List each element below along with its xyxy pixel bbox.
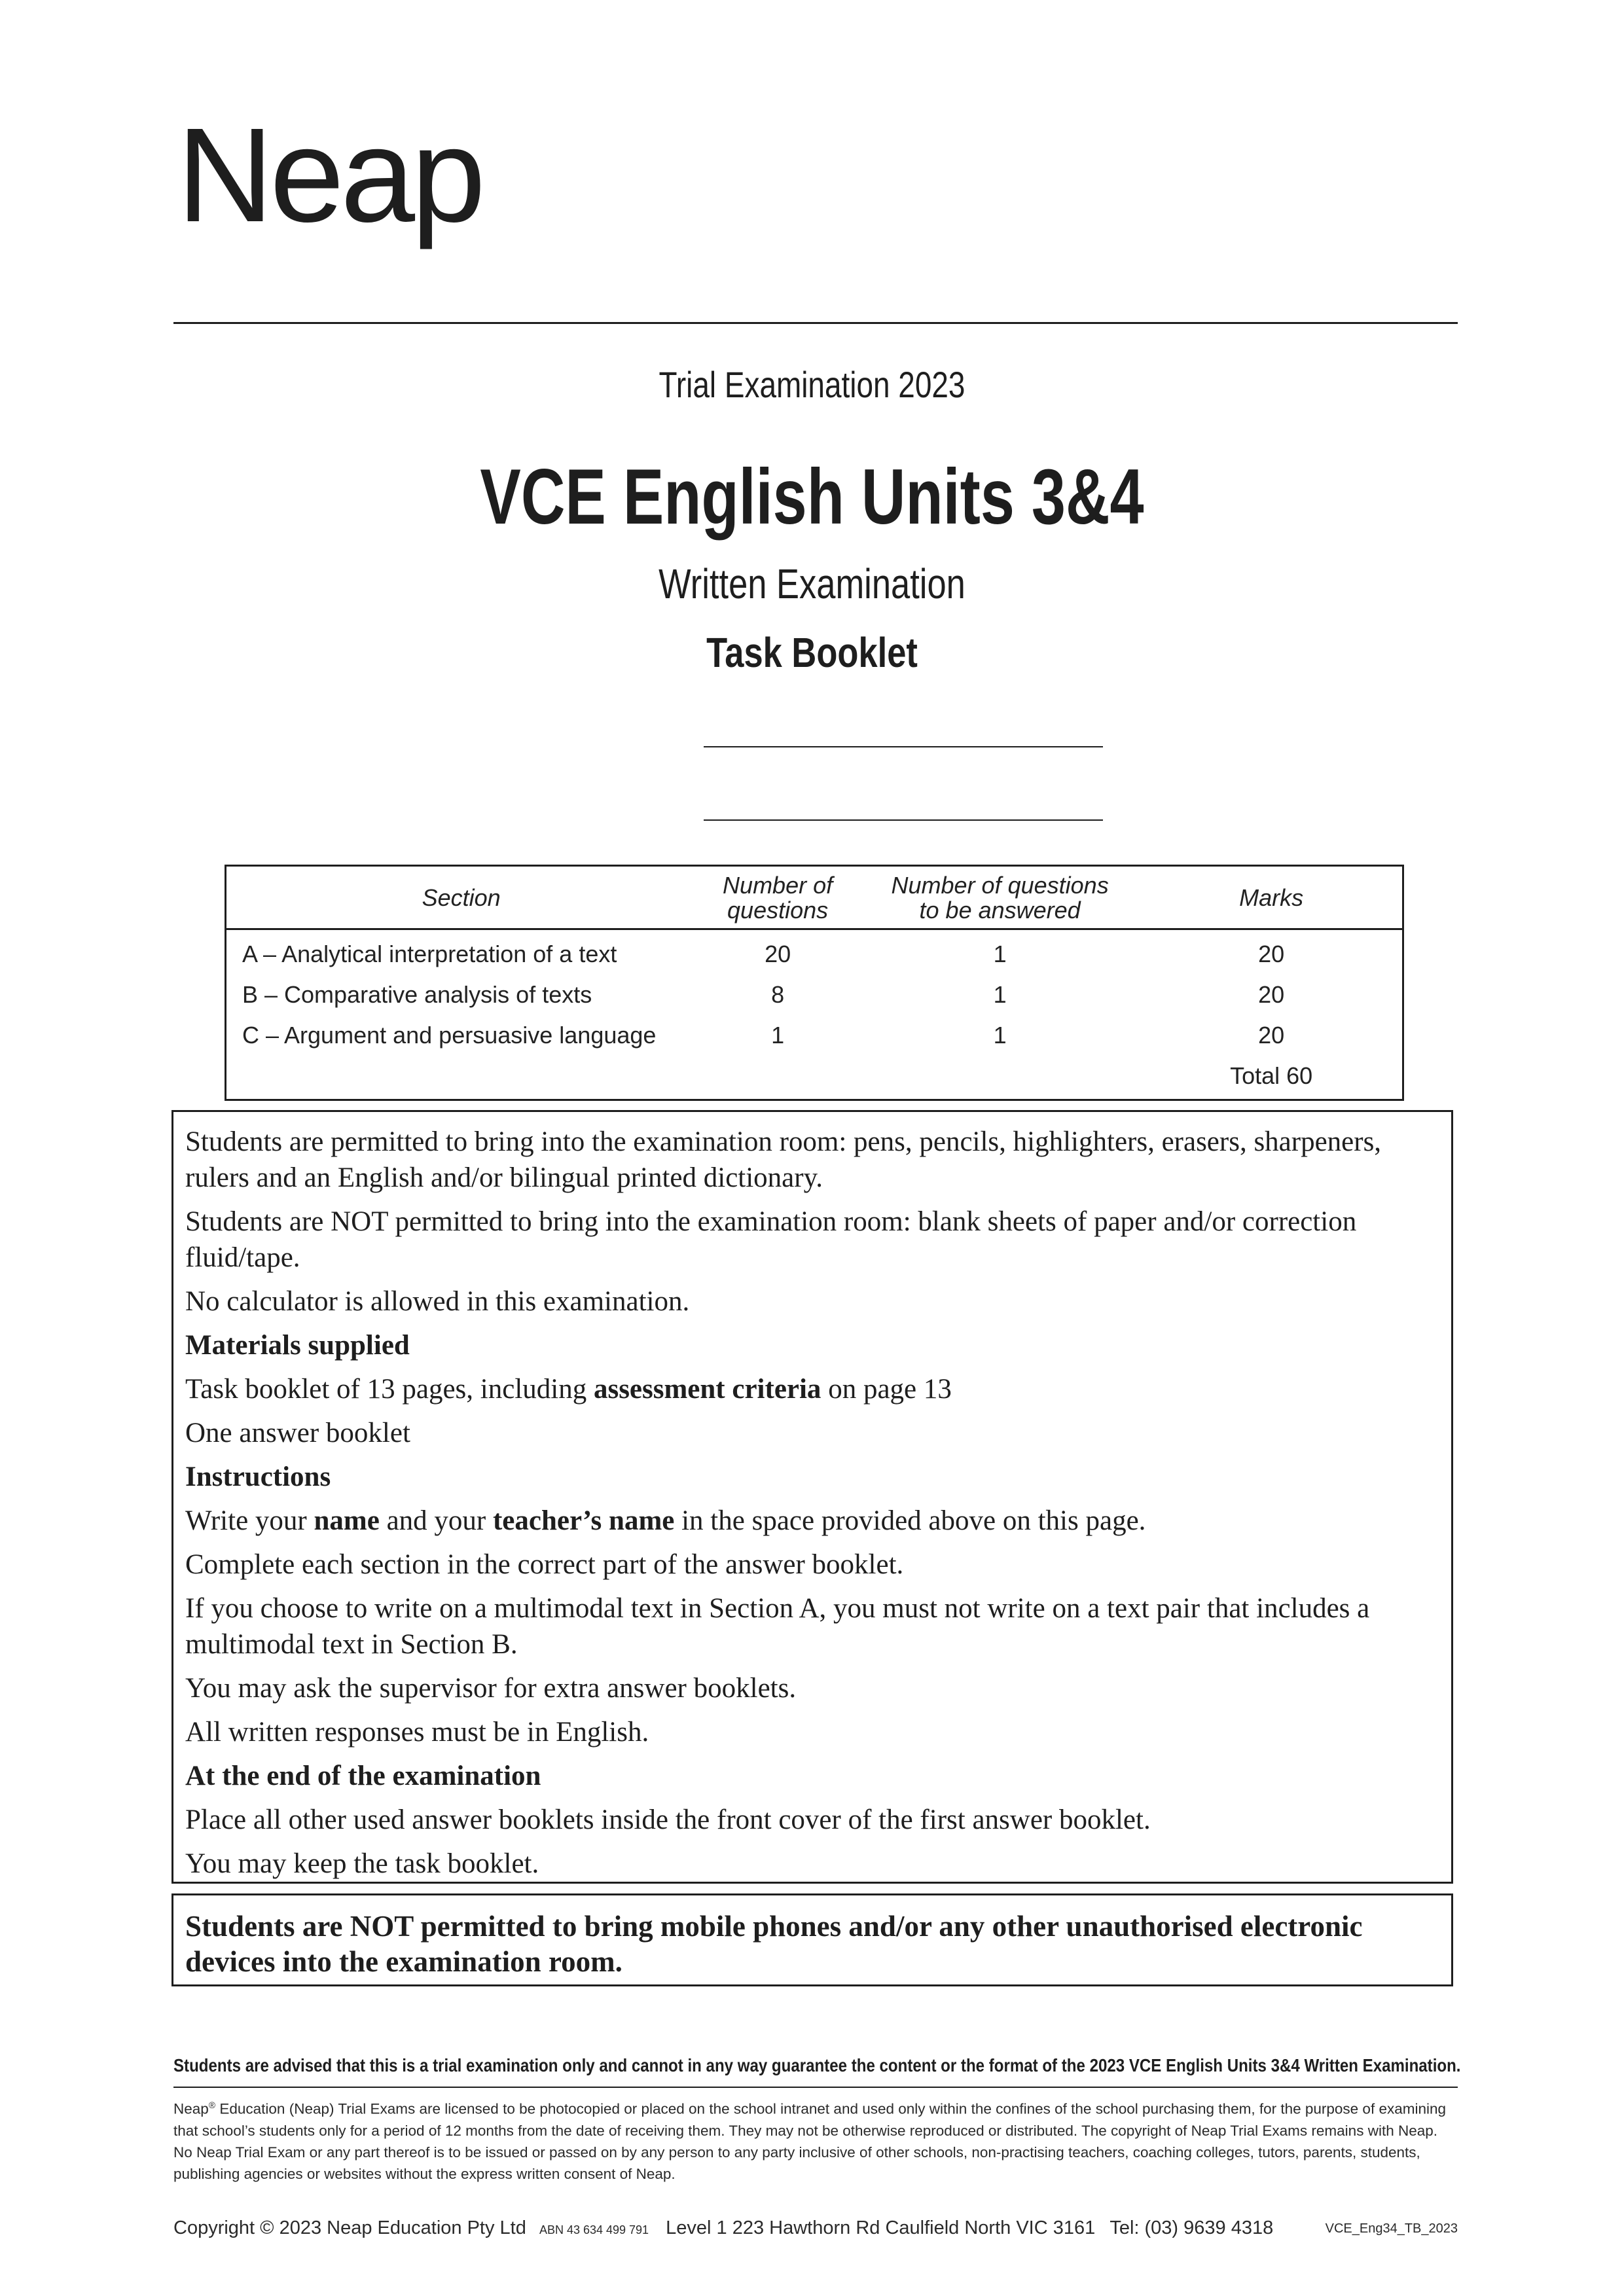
table-row	[226, 1015, 1403, 1056]
total-marks: Total 60	[1230, 1062, 1313, 1089]
end-of-exam-heading: At the end of the examination	[185, 1761, 541, 1791]
calculator-note: No calculator is allowed in this examination.	[185, 1286, 690, 1317]
student-name-field[interactable]	[704, 746, 1103, 747]
total-row	[226, 1056, 1403, 1100]
page-title: VCE English Units 3&4	[480, 453, 1144, 541]
marks-cell: 20	[1258, 941, 1285, 967]
instructions-heading: Instructions	[185, 1462, 331, 1492]
exam-type: Written Examination	[659, 560, 965, 607]
instruction-item: If you choose to write on a multimodal text in Section A, you must not write on a text pair that includes a multimodal text in Section B.	[185, 1593, 1370, 1660]
instructions-box	[171, 1110, 1453, 1884]
header-divider	[173, 322, 1458, 324]
address: Level 1 223 Hawthorn Rd Caulfield North VIC 3161	[666, 2217, 1096, 2238]
permitted-items: Students are permitted to bring into the examination room: pens, pencils, highlighters, erasers, sharpeners, rulers and an English and/or bilingual printed dictionary.	[185, 1126, 1382, 1193]
header-questions-to-answer: Number of questions to be answered	[859, 866, 1140, 929]
instruction-item: You may ask the supervisor for extra answer booklets.	[185, 1673, 797, 1704]
section-cell: B – Comparative analysis of texts	[242, 981, 592, 1008]
sections-table	[225, 865, 1404, 1101]
booklet-title: Task Booklet	[706, 629, 918, 676]
questions-cell: 20	[765, 941, 791, 967]
table-row	[226, 975, 1403, 1015]
neap-logo: Neap	[177, 100, 482, 250]
questions-cell: 1	[771, 1022, 785, 1049]
materials-heading: Materials supplied	[185, 1330, 410, 1361]
end-instruction-item: Place all other used answer booklets inside the front cover of the first answer booklet.	[185, 1804, 1151, 1835]
teacher-name-field[interactable]	[704, 819, 1103, 821]
instruction-item: Write your name and your teacher’s name in the space provided above on this page.	[185, 1505, 1146, 1536]
abn-number: ABN 43 634 499 791	[539, 2223, 649, 2236]
telephone: Tel: (03) 9639 4318	[1110, 2217, 1274, 2238]
questions-cell: 8	[771, 981, 785, 1008]
header-section: Section	[226, 866, 696, 929]
electronic-devices-warning: Students are NOT permitted to bring mobile phones and/or any other unauthorised electronic devices into the examination room.	[171, 1893, 1453, 1986]
license-notice: Neap® Education (Neap) Trial Exams are licensed to be photocopied or placed on the school intranet and used only within the confines of the school purchasing them, for the purpose of examining that school’s students only for a period of 12 months from the date of receiving them. They may not be otherwise reproduced or distributed. The copyright of Neap Trial Exams remains with Neap. No Neap Trial Exam or any part thereof is to be issued or passed on by any person to any party inclusive of other schools, non-practising teachers, coaching colleges, tutors, parents, students, publishing agencies or websites without the express written consent of Neap.	[173, 2100, 1447, 2182]
registered-mark: ®	[208, 2100, 216, 2110]
instruction-item: Complete each section in the correct part of the answer booklet.	[185, 1549, 904, 1580]
end-instruction-item: You may keep the task booklet.	[185, 1848, 539, 1879]
materials-item: One answer booklet	[185, 1418, 410, 1448]
marks-cell: 20	[1258, 981, 1285, 1008]
document-code: VCE_Eng34_TB_2023	[1325, 2221, 1458, 2236]
answered-cell: 1	[993, 981, 1007, 1008]
header-marks: Marks	[1140, 866, 1403, 929]
section-cell: A – Analytical interpretation of a text	[242, 941, 617, 967]
materials-item: Task booklet of 13 pages, including assessment criteria on page 13	[185, 1374, 952, 1405]
footer-divider	[173, 2087, 1458, 2088]
not-permitted-items: Students are NOT permitted to bring into the examination room: blank sheets of paper and/or correction fluid/tape.	[185, 1206, 1357, 1273]
table-header-row	[226, 866, 1403, 929]
instruction-item: All written responses must be in English.	[185, 1717, 649, 1748]
exam-label: Trial Examination 2023	[659, 364, 965, 405]
table-row	[226, 929, 1403, 975]
answered-cell: 1	[993, 941, 1007, 967]
copyright-footer	[173, 2217, 1458, 2239]
header-number-of-questions: Number of questions	[696, 866, 859, 929]
marks-cell: 20	[1258, 1022, 1285, 1049]
copyright-text: Copyright © 2023 Neap Education Pty Ltd	[173, 2217, 526, 2238]
section-cell: C – Argument and persuasive language	[242, 1022, 657, 1049]
answered-cell: 1	[993, 1022, 1007, 1049]
trial-disclaimer: Students are advised that this is a trial examination only and cannot in any way guarantee the content or the format of the 2023 VCE English Units 3&4 Written Examination.	[173, 2055, 1461, 2075]
